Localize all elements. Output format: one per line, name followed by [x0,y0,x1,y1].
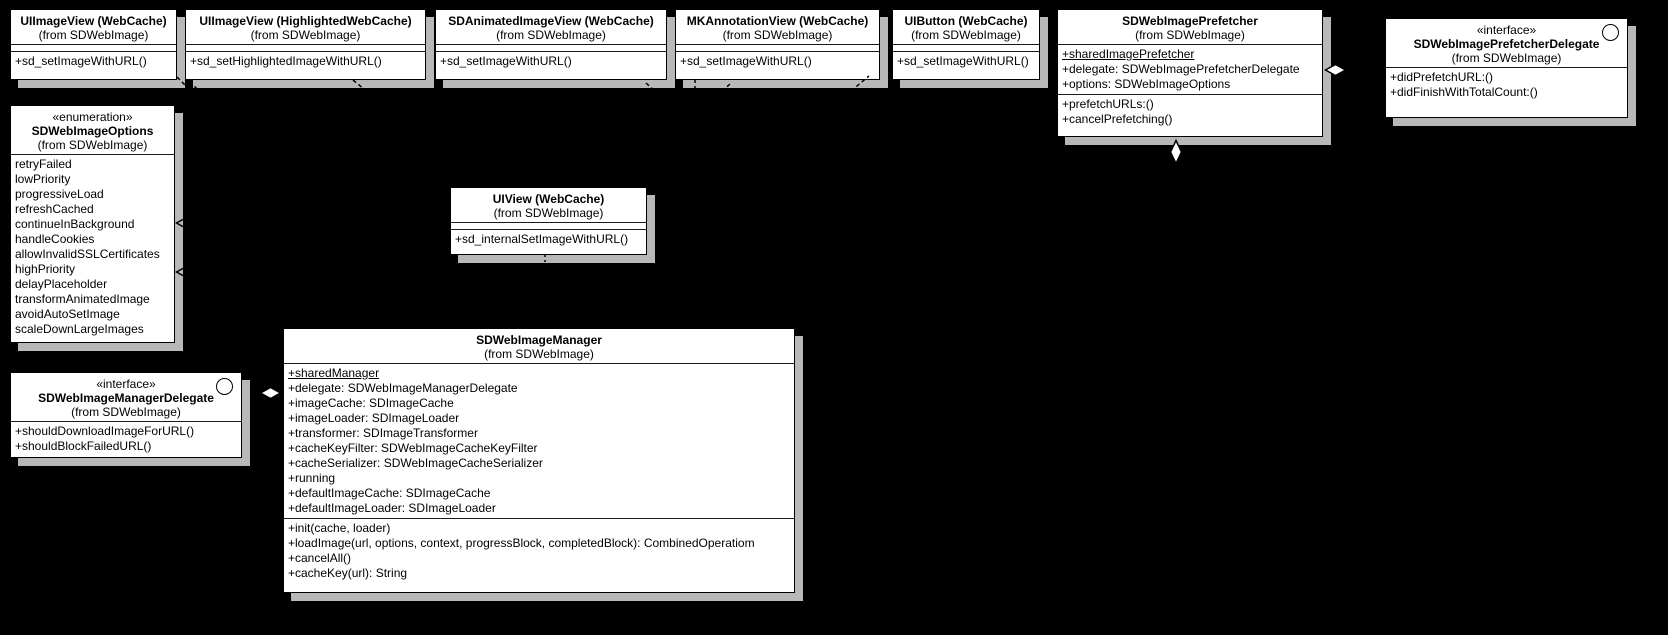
interface-circle-icon [216,378,233,395]
dashed-line-fragment [850,75,870,92]
methods-compartment [1058,94,1322,136]
method-item: +sd_internalSetImageWithURL() [455,232,629,246]
methods-compartment [436,51,666,79]
class-box-sdwebimagemanagerdelegate[interactable] [10,372,242,458]
attributes-compartment-empty [436,44,666,51]
class-box-sdwebimagemanager[interactable] [283,328,795,593]
attribute-item: +options: SDWebImageOptions [1062,77,1231,91]
class-name: UIView (WebCache) [492,192,605,206]
class-from-label: (from SDWebImage) [1451,51,1562,65]
aggregation-diamond-manager-left [259,386,282,400]
attributes-compartment-empty [676,44,879,51]
attribute-item: +imageLoader: SDImageLoader [288,411,460,425]
class-box-uiimageview-highlightedwebcache[interactable] [185,9,426,80]
attribute-item: +delegate: SDWebImagePrefetcherDelegate [1062,62,1300,76]
methods-compartment [676,51,879,79]
title-compartment [893,10,1039,44]
association-arrowhead-options-upper [175,217,187,229]
method-item: +sd_setImageWithURL() [680,54,812,68]
method-item: +cancelAll() [288,551,352,565]
class-box-uiview-webcache[interactable] [450,187,647,255]
title-compartment [436,10,666,44]
method-item: +shouldDownloadImageForURL() [15,424,195,438]
class-name: SDWebImagePrefetcher [1122,14,1258,28]
method-item: +prefetchURLs:() [1062,97,1154,111]
class-box-uiimageview-webcache[interactable] [10,9,177,80]
methods-compartment [11,51,176,79]
dashed-line-fragment [717,83,731,96]
attributes-compartment [1058,44,1322,94]
title-compartment [11,106,174,154]
class-name: UIImageView (WebCache) [20,14,167,28]
method-item: +sd_setImageWithURL() [440,54,572,68]
method-item: +init(cache, loader) [288,521,391,535]
enum-item: retryFailed [15,157,72,171]
class-name: UIButton (WebCache) [904,14,1028,28]
enum-item: continueInBackground [15,217,135,231]
aggregation-diamond-prefetcher-right [1324,63,1347,77]
attribute-item: +sharedImagePrefetcher [1062,47,1195,61]
methods-compartment [893,51,1039,79]
enum-item: allowInvalidSSLCertificates [15,247,160,261]
method-item: +shouldBlockFailedURL() [15,439,152,453]
dashed-line-fragment [188,81,202,93]
class-from-label: (from SDWebImage) [38,28,149,42]
enum-item: highPriority [15,262,76,276]
class-name: SDWebImagePrefetcherDelegate [1413,37,1600,51]
attribute-item: +imageCache: SDImageCache [288,396,454,410]
enum-item: lowPriority [15,172,71,186]
title-compartment [676,10,879,44]
enum-item: scaleDownLargeImages [15,322,144,336]
methods-compartment [284,518,794,592]
attribute-item: +running [288,471,336,485]
attributes-compartment-empty [186,44,425,51]
method-item: +didFinishWithTotalCount:() [1390,85,1538,99]
class-box-sdanimatedimageview-webcache[interactable] [435,9,667,80]
method-item: +didPrefetchURL:() [1390,70,1494,84]
attribute-item: +sharedManager [288,366,380,380]
title-compartment [11,10,176,44]
class-name: MKAnnotationView (WebCache) [686,14,869,28]
class-from-label: (from SDWebImage) [250,28,361,42]
method-item: +cancelPrefetching() [1062,112,1173,126]
methods-compartment [11,421,241,457]
title-compartment [451,188,646,222]
class-from-label: (from SDWebImage) [1135,28,1245,42]
class-name: SDWebImageManager [476,333,602,347]
enum-item: progressiveLoad [15,187,104,201]
attribute-item: +defaultImageCache: SDImageCache [288,486,491,500]
stereotype-label: «interface» [1476,23,1537,37]
enum-items-compartment [11,154,174,342]
enum-item: delayPlaceholder [15,277,108,291]
dependency-arrowhead-manager-top [539,320,552,329]
enum-item: avoidAutoSetImage [15,307,120,321]
attribute-item: +transformer: SDImageTransformer [288,426,478,440]
enum-item: refreshCached [15,202,94,216]
method-item: +loadImage(url, options, context, progressBlock, completedBlock): CombinedOperatiom [288,536,755,550]
attribute-item: +cacheSerializer: SDWebImageCacheSerializer [288,456,543,470]
title-compartment [1058,10,1322,44]
class-from-label: (from SDWebImage) [484,347,594,361]
class-from-label: (from SDWebImage) [37,138,148,152]
attribute-item: +defaultImageLoader: SDImageLoader [288,501,496,515]
class-box-mkannotationview-webcache[interactable] [675,9,880,80]
class-from-label: (from SDWebImage) [71,405,181,419]
class-box-sdwebimageprefetcherdelegate[interactable] [1385,18,1628,118]
attributes-compartment-empty [451,222,646,229]
methods-compartment [451,229,646,254]
attributes-compartment-empty [893,44,1039,51]
stereotype-label: «interface» [96,377,156,391]
title-compartment [1386,19,1627,67]
attributes-compartment [284,363,794,518]
methods-compartment [186,51,425,79]
class-from-label: (from SDWebImage) [722,28,833,42]
title-compartment [284,329,794,363]
enum-item: transformAnimatedImage [15,292,150,306]
dashed-line-fragment [645,82,658,94]
interface-circle-icon [1602,24,1619,41]
enum-item: handleCookies [15,232,95,246]
association-arrowhead-options-lower [175,266,187,278]
class-box-uibutton-webcache[interactable] [892,9,1040,80]
methods-compartment [1386,67,1627,117]
method-item: +sd_setImageWithURL() [15,54,147,68]
title-compartment [11,373,241,421]
dashed-line-fragment [352,79,366,91]
attribute-item: +delegate: SDWebImageManagerDelegate [288,381,518,395]
class-box-sdwebimageoptions[interactable] [10,105,175,343]
stereotype-label: «enumeration» [52,110,133,124]
class-from-label: (from SDWebImage) [911,28,1021,42]
attribute-item: +cacheKeyFilter: SDWebImageCacheKeyFilter [288,441,538,455]
class-name: SDAnimatedImageView (WebCache) [448,14,654,28]
method-item: +sd_setImageWithURL() [897,54,1029,68]
class-name: SDWebImageOptions [31,124,154,138]
aggregation-diamond-prefetcher-bottom [1169,139,1183,165]
class-name: SDWebImageManagerDelegate [38,391,214,405]
class-name: UIImageView (HighlightedWebCache) [199,14,412,28]
class-from-label: (from SDWebImage) [493,206,604,220]
method-item: +sd_setHighlightedImageWithURL() [190,54,382,68]
attributes-compartment-empty [11,44,176,51]
method-item: +cacheKey(url): String [288,566,408,580]
dashed-line-fragment [693,79,697,91]
dashed-line-fragment [543,255,547,268]
title-compartment [186,10,425,44]
class-box-sdwebimageprefetcher[interactable] [1057,9,1323,137]
class-from-label: (from SDWebImage) [496,28,606,42]
